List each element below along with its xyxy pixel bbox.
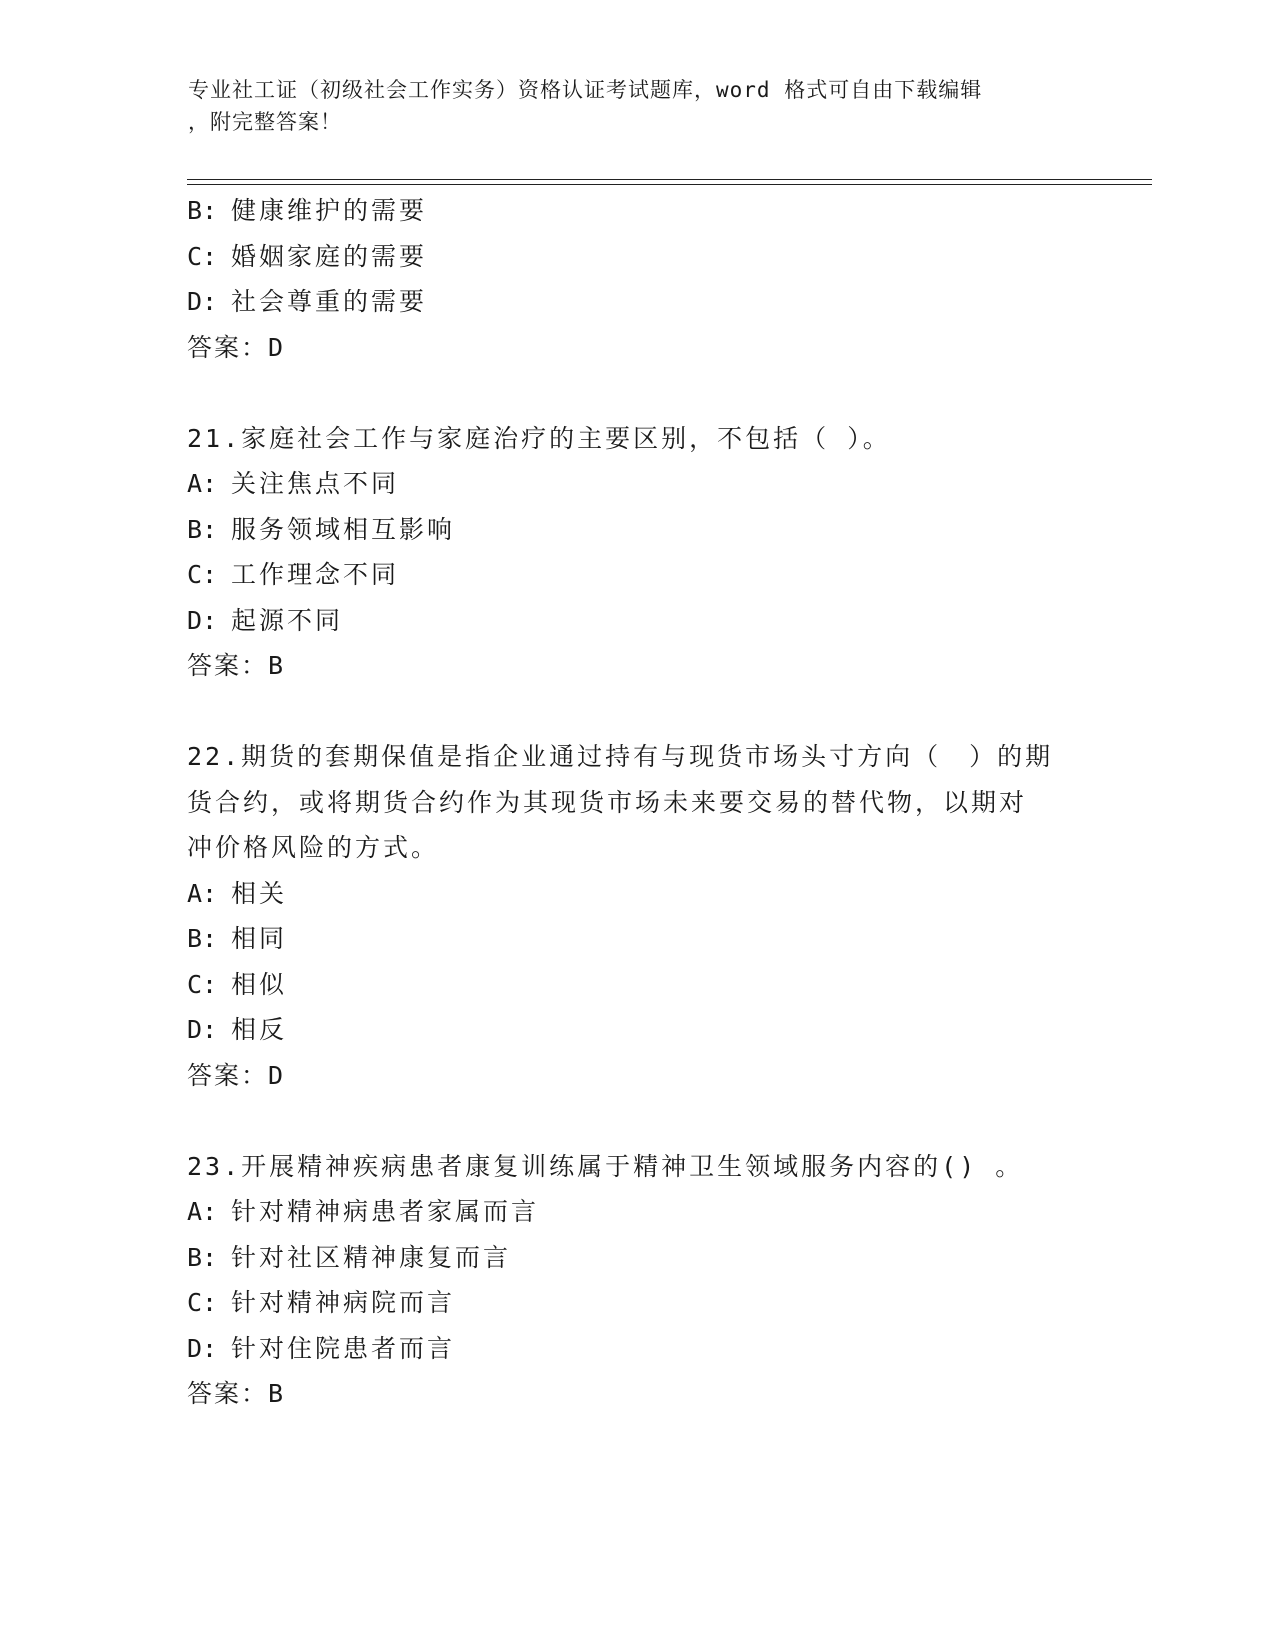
option-text: 相同 xyxy=(231,924,288,953)
answer-line xyxy=(187,325,1087,371)
header-divider xyxy=(187,179,1152,185)
option-text: 工作理念不同 xyxy=(231,560,400,589)
answer-line xyxy=(187,643,1087,689)
question-stem: 23.开展精神疾病患者康复训练属于精神卫生领域服务内容的() 。 xyxy=(187,1151,1024,1181)
option-text: 针对精神病患者家属而言 xyxy=(231,1197,540,1226)
option-c xyxy=(187,962,1087,1008)
option-b xyxy=(187,507,1087,553)
header-line-1: 专业社工证（初级社会工作实务）资格认证考试题库，word 格式可自由下载编辑 xyxy=(188,78,983,102)
option-d xyxy=(187,1326,1087,1372)
option-text: 针对住院患者而言 xyxy=(231,1333,456,1363)
answer-value: D xyxy=(268,1060,285,1090)
option-text: 相似 xyxy=(231,969,288,999)
option-text: 健康维护的需要 xyxy=(231,196,428,225)
option-text: 社会尊重的需要 xyxy=(231,287,428,316)
question-list xyxy=(187,188,1087,1417)
question-stem-line: 冲价格风险的方式。 xyxy=(187,833,440,862)
option-text: 服务领域相互影响 xyxy=(231,514,456,544)
option-letter: D: xyxy=(187,1015,218,1044)
question-stem-line: 货合约，或将期货合约作为其现货市场未来要交易的替代物，以期对 xyxy=(187,787,1028,817)
option-text: 婚姻家庭的需要 xyxy=(231,241,428,271)
question-stem: 21.家庭社会工作与家庭治疗的主要区别，不包括（ ）。 xyxy=(187,423,891,453)
option-text: 针对精神病院而言 xyxy=(231,1288,456,1317)
option-letter: D: xyxy=(187,1333,218,1363)
option-b xyxy=(187,188,1087,234)
answer-label: 答案： xyxy=(187,1060,269,1090)
option-letter: A: xyxy=(187,469,218,498)
option-a xyxy=(187,1189,1087,1235)
question-21 xyxy=(187,416,1087,689)
option-b xyxy=(187,916,1087,962)
option-text: 关注焦点不同 xyxy=(231,469,400,498)
option-d xyxy=(187,279,1087,325)
option-text: 相关 xyxy=(231,878,288,908)
option-d xyxy=(187,598,1087,644)
option-letter: A: xyxy=(187,878,218,908)
answer-line xyxy=(187,1371,1087,1417)
option-letter: D: xyxy=(187,605,218,635)
document-header xyxy=(188,74,1068,138)
option-letter: B: xyxy=(187,196,218,225)
option-c xyxy=(187,1280,1087,1326)
option-b xyxy=(187,1235,1087,1281)
spacer xyxy=(187,370,1087,416)
option-a xyxy=(187,871,1087,917)
answer-value: B xyxy=(268,651,285,680)
option-letter: C: xyxy=(187,1288,218,1317)
option-letter: B: xyxy=(187,924,218,953)
question-20-tail xyxy=(187,188,1087,370)
option-letter: D: xyxy=(187,287,218,316)
option-a xyxy=(187,461,1087,507)
answer-value: D xyxy=(268,332,285,362)
option-c xyxy=(187,552,1087,598)
answer-line xyxy=(187,1053,1087,1099)
option-c xyxy=(187,234,1087,280)
option-letter: B: xyxy=(187,1242,218,1272)
option-letter: C: xyxy=(187,241,218,271)
answer-label: 答案： xyxy=(187,651,269,680)
answer-label: 答案： xyxy=(187,1379,269,1408)
answer-value: B xyxy=(268,1379,285,1408)
option-text: 针对社区精神康复而言 xyxy=(231,1242,512,1272)
option-d xyxy=(187,1007,1087,1053)
option-letter: C: xyxy=(187,969,218,999)
option-text: 相反 xyxy=(231,1015,288,1044)
option-letter: A: xyxy=(187,1197,218,1226)
question-22 xyxy=(187,734,1087,1098)
header-line-2: ，附完整答案！ xyxy=(188,110,342,134)
question-23 xyxy=(187,1144,1087,1417)
answer-label: 答案： xyxy=(187,332,269,362)
spacer xyxy=(187,1098,1087,1144)
spacer xyxy=(187,689,1087,735)
option-text: 起源不同 xyxy=(231,605,344,635)
question-stem-line: 22.期货的套期保值是指企业通过持有与现货市场头寸方向（ ）的期 xyxy=(187,742,1054,771)
option-letter: B: xyxy=(187,514,218,544)
option-letter: C: xyxy=(187,560,218,589)
